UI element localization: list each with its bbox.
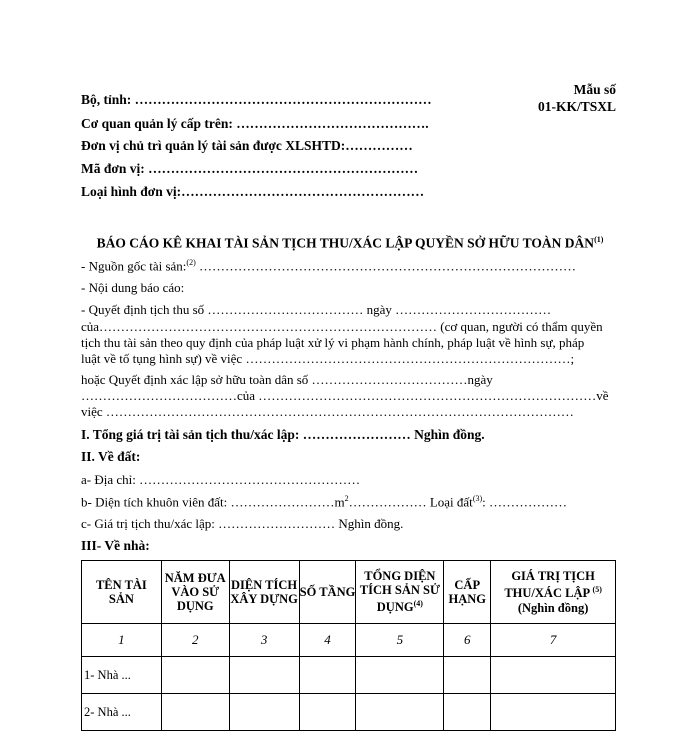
line-gia-tri-dat: c- Giá trị tịch thu/xác lập: ……………………… Nghìn đồng. (81, 516, 404, 531)
line-hoac: hoặc Quyết định xác lập sở hữu toàn dân số ………………………………ngày (81, 372, 493, 387)
line-qd-tich-thu: - Quyết định tịch thu số ……………………………… ngày ……………………………… (81, 302, 552, 317)
header-cap-hang (444, 561, 491, 624)
header-bo-tinh: Bộ, tỉnh: ………………………………………………………… (81, 92, 432, 107)
header-don-vi-chu-tri: Đơn vị chủ trì quản lý tài sản được XLSHTD:…………… (81, 138, 413, 153)
header-gia-tri (491, 561, 616, 624)
header-nam-dua-vao-text: NĂM ĐƯA VÀO SỬ DỤNG (164, 571, 226, 613)
header-nam-dua-vao (161, 561, 229, 624)
table-cell (356, 657, 444, 694)
line-dia-chi: a- Địa chỉ: …………………………………………… (81, 472, 361, 487)
dien-tich-text-a: b- Diện tích khuôn viên đất: ……………………m (81, 494, 345, 510)
row-label: 2- Nhà ... (82, 694, 162, 731)
line-dien-tich (81, 494, 567, 510)
section-ve-dat-title: II. Về đất: (81, 449, 141, 464)
house-table-number-row (82, 624, 616, 657)
line-nguon-goc (81, 258, 576, 274)
column-number: 6 (444, 624, 491, 657)
table-cell (491, 694, 616, 731)
line-noi-dung: - Nội dung báo cáo: (81, 280, 185, 295)
table-row (82, 657, 616, 694)
column-number: 2 (161, 624, 229, 657)
header-ten-tai-san (82, 561, 162, 624)
house-table (81, 560, 616, 731)
column-number: 7 (491, 624, 616, 657)
header-gia-tri-suffix: (Nghìn đồng) (517, 600, 589, 615)
nguon-goc-footnote: (2) (186, 258, 196, 267)
line-cua: của…………………………………………………………………… (cơ quan, người có thẩm quyền (81, 319, 603, 334)
nguon-goc-dots: …………………………………………………………………………… (195, 258, 576, 274)
header-co-quan: Cơ quan quản lý cấp trên: ……………………………………. (81, 116, 429, 131)
header-loai-hinh: Loại hình đơn vị:……………………………………………… (81, 184, 425, 199)
table-cell (161, 694, 229, 731)
table-cell (444, 657, 491, 694)
header-tong-dien-tich-text: TỔNG DIỆN TÍCH SẢN SỬ DỤNG (359, 569, 440, 615)
section-ve-nha-title: III- Về nhà: (81, 538, 150, 553)
header-dien-tich-xay-dung (229, 561, 299, 624)
table-cell (229, 657, 299, 694)
table-row (82, 694, 616, 731)
table-cell (229, 694, 299, 731)
column-number: 5 (356, 624, 444, 657)
header-gia-tri-text: GIÁ TRỊ TỊCH THU/XÁC LẬP (504, 569, 595, 601)
section-tong-gia-tri: I. Tổng giá trị tài sản tịch thu/xác lập: …………………… Nghìn đồng. (81, 427, 485, 442)
report-title-footnote: (1) (594, 235, 604, 244)
table-cell (299, 657, 356, 694)
table-cell (444, 694, 491, 731)
table-cell (161, 657, 229, 694)
table-cell (491, 657, 616, 694)
form-number-label: Mẫu số (573, 82, 616, 97)
column-number: 3 (229, 624, 299, 657)
loai-dat-footnote: (3) (472, 494, 483, 503)
header-so-tang-text: SỐ TẦNG (299, 585, 356, 599)
header-cap-hang-text: CẤP HẠNG (448, 578, 486, 606)
header-tong-dien-tich (356, 561, 444, 624)
line-dots-cua: ………………………………của ……………………………………………………………………về (81, 388, 609, 403)
line-luat: luật về tố tụng hình sự) về việc …………………………………………………………………; (81, 351, 575, 366)
table-cell (299, 694, 356, 731)
line-viec: việc ……………………………………………………………………………………………… (81, 404, 574, 419)
report-title (0, 235, 700, 252)
header-gia-tri-footnote: (5) (592, 585, 602, 595)
header-dien-tich-xay-dung-text: DIỆN TÍCH XÂY DỰNG (230, 578, 298, 606)
row-label: 1- Nhà ... (82, 657, 162, 694)
header-tong-dien-tich-footnote: (4) (413, 599, 423, 609)
house-table-header-row (82, 561, 616, 624)
dien-tich-text-c: : ……………… (482, 494, 568, 510)
dien-tich-text-b: ……………… Loại đất (348, 494, 473, 510)
report-title-text: BÁO CÁO KÊ KHAI TÀI SẢN TỊCH THU/XÁC LẬP QUYỀN SỞ HỮU TOÀN DÂN (96, 235, 595, 251)
dien-tich-sup: 2 (344, 494, 349, 503)
header-ma-don-vi: Mã đơn vị: …………………………………………………… (81, 161, 419, 176)
table-cell (356, 694, 444, 731)
header-so-tang (299, 561, 356, 624)
form-number-code: 01-KK/TSXL (537, 99, 616, 114)
column-number: 1 (82, 624, 162, 657)
line-tich-thu: tịch thu tài sản theo quy định của pháp luật xử lý vi phạm hành chính, pháp luật về hình sự, pháp (81, 335, 585, 350)
nguon-goc-label: - Nguồn gốc tài sản: (81, 258, 187, 274)
header-ten-tai-san-text: TÊN TÀI SẢN (95, 578, 147, 606)
column-number: 4 (299, 624, 356, 657)
